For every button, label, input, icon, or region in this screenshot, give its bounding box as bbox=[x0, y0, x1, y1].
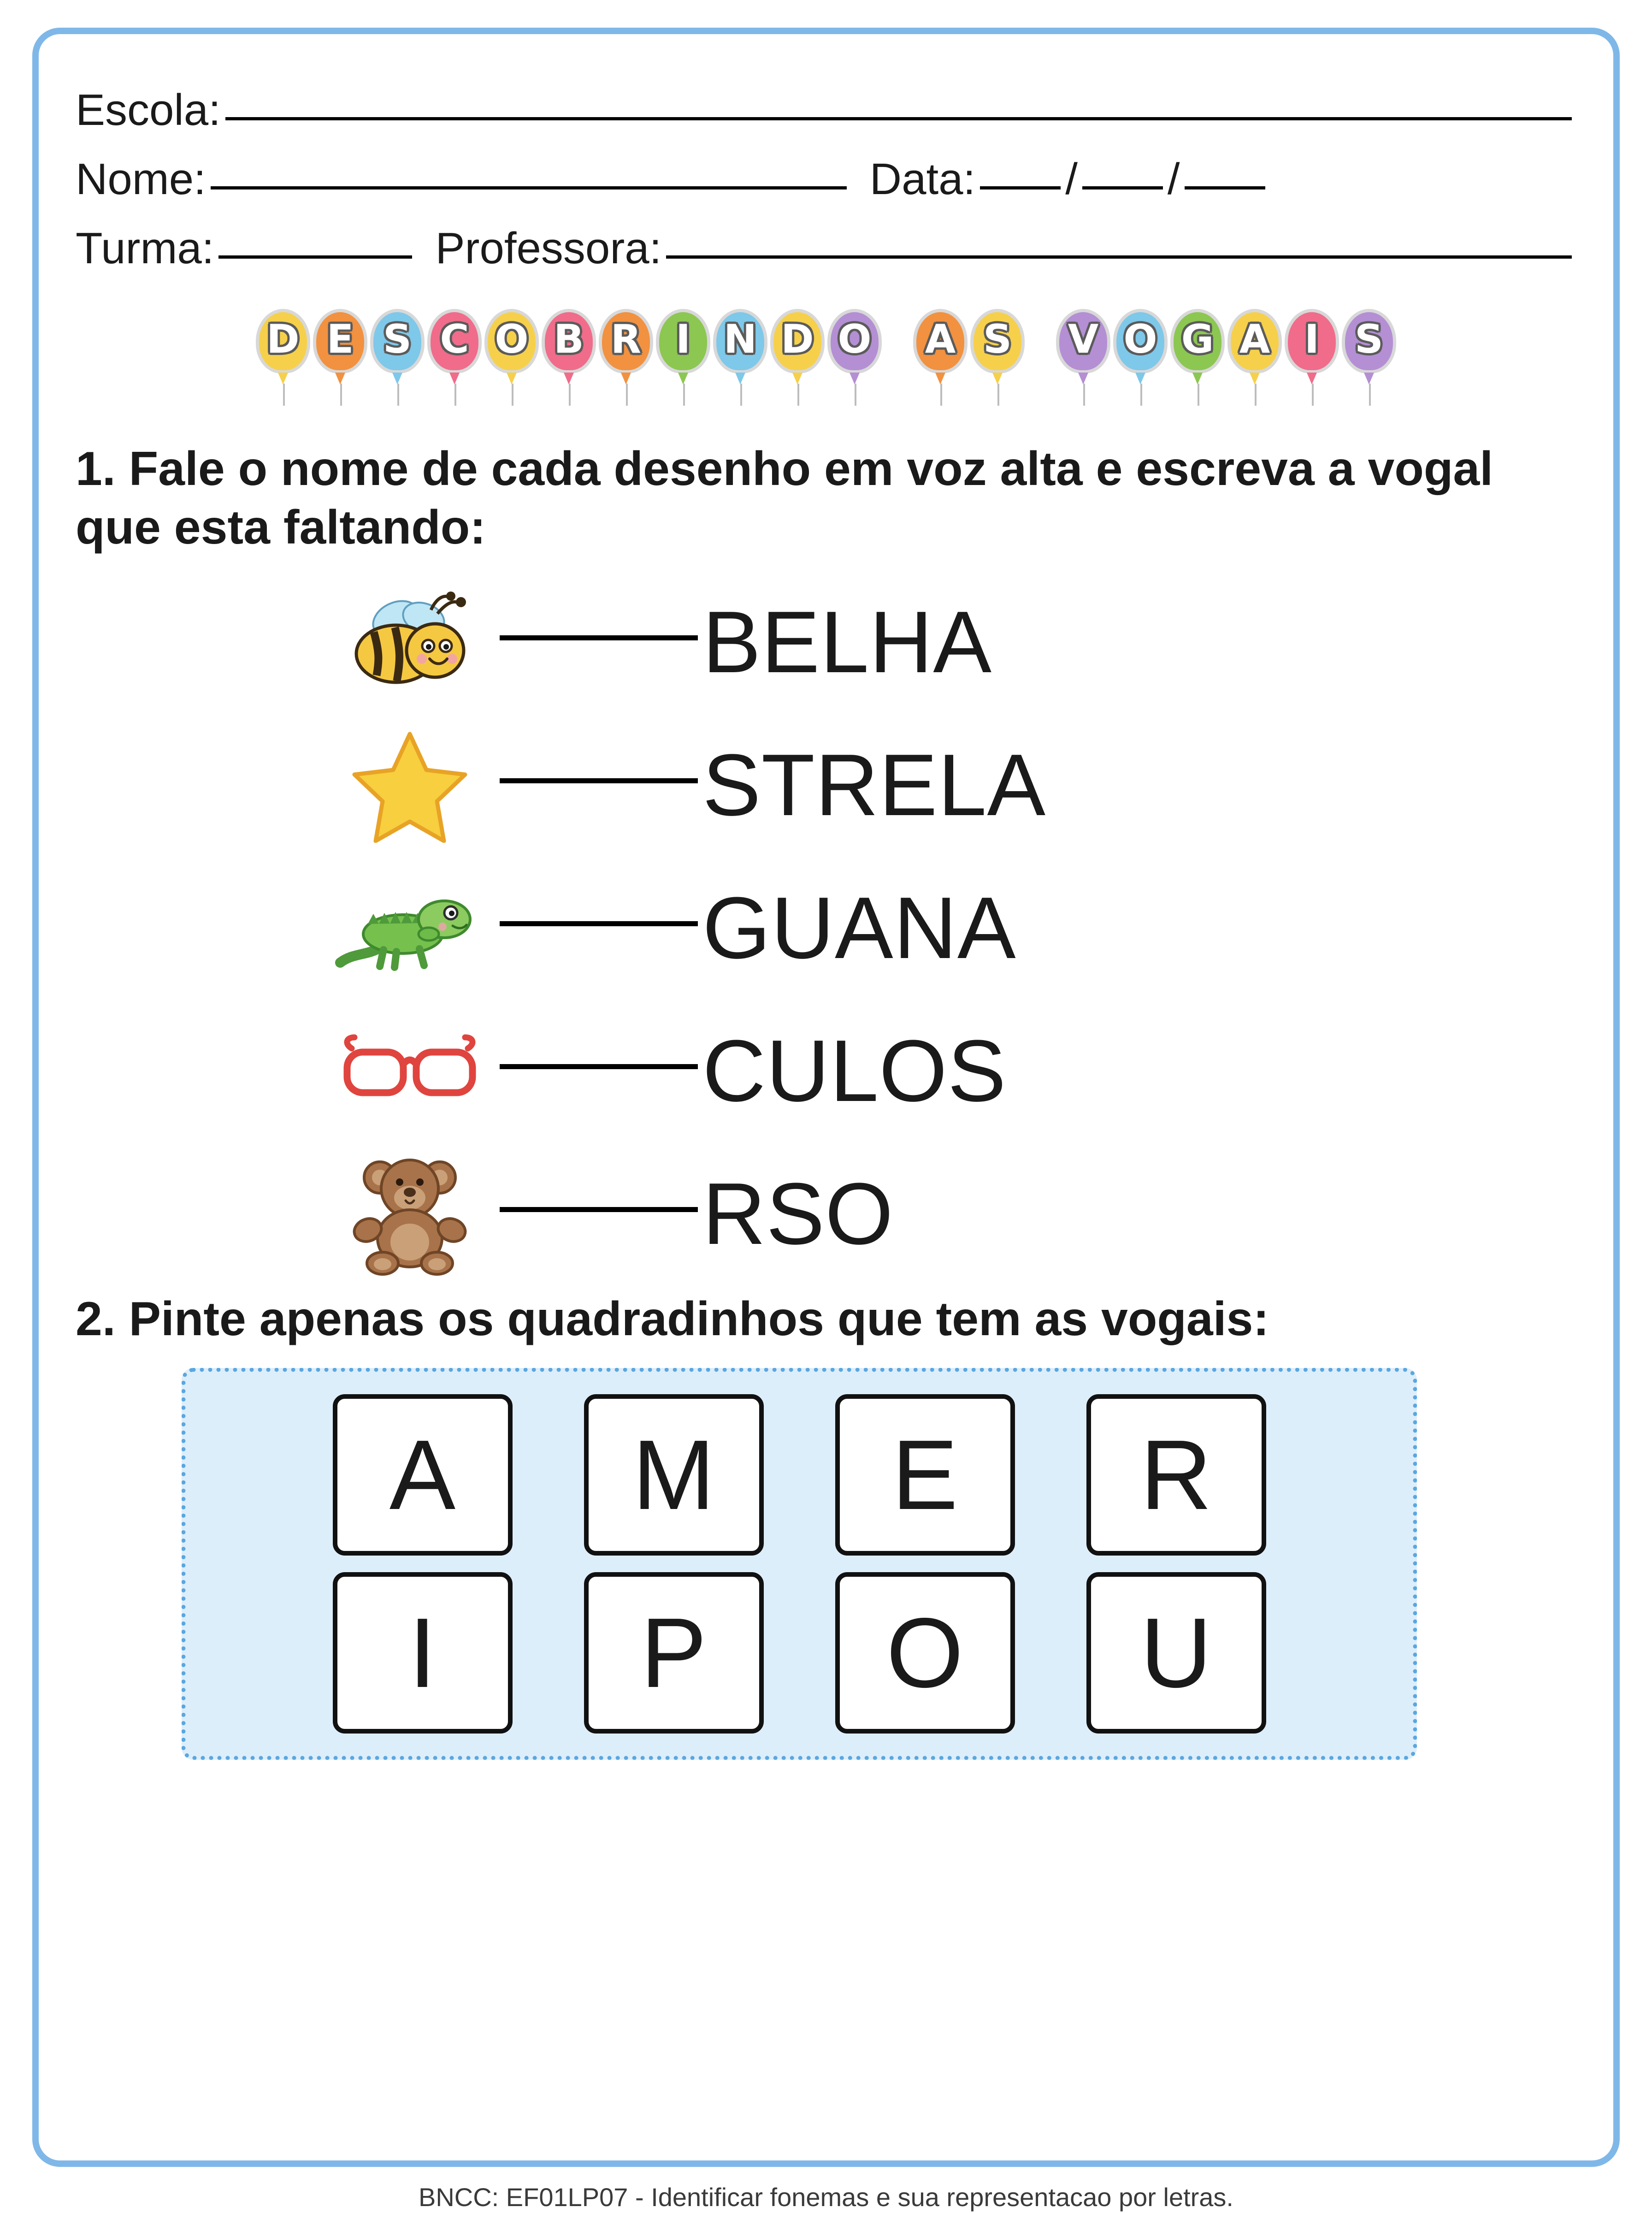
data-day-blank[interactable] bbox=[980, 186, 1061, 189]
turma-label: Turma: bbox=[76, 224, 214, 273]
item-word: BELHA bbox=[702, 593, 992, 691]
item-word: CULOS bbox=[702, 1022, 1007, 1120]
balloon-letter bbox=[770, 309, 825, 378]
balloon-shape: A bbox=[1227, 309, 1282, 373]
balloon-tail bbox=[392, 373, 402, 385]
item-word: RSO bbox=[702, 1165, 894, 1263]
balloon-shape: S bbox=[1342, 309, 1396, 373]
answer-blank[interactable] bbox=[500, 1207, 698, 1212]
list-item bbox=[76, 1142, 1576, 1285]
balloon-string bbox=[797, 384, 799, 406]
balloon-letter bbox=[1170, 309, 1225, 378]
balloon-string bbox=[626, 384, 628, 406]
balloon-string bbox=[454, 384, 456, 406]
balloon-shape: A bbox=[913, 309, 968, 373]
letter-grid-row bbox=[213, 1572, 1385, 1734]
title-space bbox=[885, 309, 910, 378]
balloon-shape: D bbox=[256, 309, 310, 373]
balloon-string bbox=[1140, 384, 1142, 406]
list-item bbox=[76, 857, 1576, 1000]
balloon-string bbox=[1369, 384, 1371, 406]
glasses-icon bbox=[334, 1002, 486, 1140]
question-2-text: 2. Pinte apenas os quadradinhos que tem as vogais: bbox=[76, 1292, 1269, 1346]
balloon-string bbox=[1255, 384, 1257, 406]
balloon-letter bbox=[1285, 309, 1339, 378]
balloon-letter bbox=[542, 309, 596, 378]
balloon-tail bbox=[449, 373, 460, 385]
letter-cell[interactable]: U bbox=[1086, 1572, 1266, 1734]
professora-label: Professora: bbox=[435, 224, 662, 273]
balloon-letter bbox=[484, 309, 539, 378]
answer-blank[interactable] bbox=[500, 635, 698, 640]
balloon-letter bbox=[599, 309, 653, 378]
turma-blank[interactable] bbox=[218, 255, 412, 259]
balloon-shape: I bbox=[656, 309, 710, 373]
balloon-shape: S bbox=[370, 309, 425, 373]
balloon-shape: V bbox=[1056, 309, 1110, 373]
letter-cell[interactable]: R bbox=[1086, 1394, 1266, 1556]
data-label: Data: bbox=[869, 154, 976, 204]
balloon-letter bbox=[313, 309, 367, 378]
balloon-tail bbox=[992, 373, 1003, 385]
balloon-tail bbox=[792, 373, 802, 385]
balloon-letter bbox=[427, 309, 482, 378]
balloon-letter bbox=[1342, 309, 1396, 378]
balloon-tail bbox=[335, 373, 345, 385]
balloon-string bbox=[1312, 384, 1314, 406]
nome-blank[interactable] bbox=[211, 186, 847, 189]
escola-row bbox=[76, 76, 1576, 145]
balloon-tail bbox=[850, 373, 860, 385]
balloon-string bbox=[1083, 384, 1085, 406]
worksheet-sheet bbox=[32, 28, 1620, 2212]
balloon-tail bbox=[735, 373, 745, 385]
balloon-shape: O bbox=[484, 309, 539, 373]
balloon-letter bbox=[1056, 309, 1110, 378]
star-icon bbox=[334, 716, 486, 854]
balloon-tail bbox=[1364, 373, 1374, 385]
letter-cell[interactable]: O bbox=[835, 1572, 1015, 1734]
balloon-letter bbox=[656, 309, 710, 378]
balloon-tail bbox=[1307, 373, 1317, 385]
escola-label: Escola: bbox=[76, 85, 221, 135]
balloon-shape: C bbox=[427, 309, 482, 373]
balloon-tail bbox=[278, 373, 288, 385]
balloon-shape: S bbox=[970, 309, 1025, 373]
list-item bbox=[76, 714, 1576, 857]
list-item bbox=[76, 571, 1576, 714]
letter-cell[interactable]: P bbox=[584, 1572, 764, 1734]
student-info-header bbox=[76, 76, 1576, 283]
balloon-letter bbox=[970, 309, 1025, 378]
balloon-shape: N bbox=[713, 309, 767, 373]
balloon-letter bbox=[713, 309, 767, 378]
data-month-blank[interactable] bbox=[1082, 186, 1163, 189]
worksheet-title bbox=[76, 302, 1576, 435]
balloon-string bbox=[283, 384, 285, 406]
teddy-bear-icon bbox=[334, 1145, 486, 1283]
professora-blank[interactable] bbox=[666, 255, 1572, 259]
balloon-string bbox=[683, 384, 685, 406]
balloon-tail bbox=[1192, 373, 1203, 385]
question-1-items bbox=[76, 571, 1576, 1285]
letter-cell[interactable]: I bbox=[333, 1572, 513, 1734]
question-1-text: 1. Fale o nome de cada desenho em voz alta e escreva a vogal que esta faltando: bbox=[76, 442, 1493, 554]
balloon-shape: B bbox=[542, 309, 596, 373]
balloon-tail bbox=[507, 373, 517, 385]
letter-cell[interactable]: A bbox=[333, 1394, 513, 1556]
nome-label: Nome: bbox=[76, 154, 206, 204]
balloon-string bbox=[855, 384, 856, 406]
answer-blank[interactable] bbox=[500, 778, 698, 783]
balloon-shape: I bbox=[1285, 309, 1339, 373]
balloon-string bbox=[740, 384, 742, 406]
nome-data-row bbox=[76, 145, 1576, 214]
data-sep-2: / bbox=[1167, 154, 1180, 204]
balloon-tail bbox=[935, 373, 945, 385]
letter-cell[interactable]: M bbox=[584, 1394, 764, 1556]
turma-professora-row bbox=[76, 214, 1576, 283]
title-space bbox=[1027, 309, 1053, 378]
bee-icon bbox=[334, 573, 486, 711]
balloon-tail bbox=[564, 373, 574, 385]
balloon-letter bbox=[827, 309, 882, 378]
bncc-footer: BNCC: EF01LP07 - Identificar fonemas e sua representacao por letras. bbox=[419, 2183, 1233, 2212]
balloon-title-letters bbox=[256, 302, 1396, 378]
balloon-tail bbox=[678, 373, 688, 385]
balloon-tail bbox=[1250, 373, 1260, 385]
data-sep-1: / bbox=[1065, 154, 1078, 204]
balloon-shape: E bbox=[313, 309, 367, 373]
balloon-letter bbox=[913, 309, 968, 378]
balloon-tail bbox=[1135, 373, 1145, 385]
balloon-string bbox=[397, 384, 399, 406]
balloon-shape: O bbox=[1113, 309, 1168, 373]
item-word: GUANA bbox=[702, 879, 1016, 977]
balloon-string bbox=[940, 384, 942, 406]
balloon-shape: D bbox=[770, 309, 825, 373]
balloon-letter bbox=[1113, 309, 1168, 378]
list-item bbox=[76, 1000, 1576, 1142]
balloon-string bbox=[569, 384, 571, 406]
balloon-letter bbox=[1227, 309, 1282, 378]
balloon-string bbox=[997, 384, 999, 406]
escola-blank[interactable] bbox=[225, 117, 1572, 120]
balloon-tail bbox=[621, 373, 631, 385]
balloon-string bbox=[340, 384, 342, 406]
letter-cell[interactable]: E bbox=[835, 1394, 1015, 1556]
balloon-shape: O bbox=[827, 309, 882, 373]
data-year-blank[interactable] bbox=[1185, 186, 1265, 189]
letter-grid-row bbox=[213, 1394, 1385, 1556]
item-word: STRELA bbox=[702, 736, 1046, 834]
balloon-tail bbox=[1078, 373, 1088, 385]
balloon-letter bbox=[256, 309, 310, 378]
answer-blank[interactable] bbox=[500, 1064, 698, 1069]
answer-blank[interactable] bbox=[500, 921, 698, 926]
balloon-shape: G bbox=[1170, 309, 1225, 373]
balloon-shape: R bbox=[599, 309, 653, 373]
iguana-icon bbox=[334, 859, 486, 997]
balloon-string bbox=[512, 384, 513, 406]
letter-grid bbox=[182, 1368, 1417, 1760]
balloon-letter bbox=[370, 309, 425, 378]
balloon-string bbox=[1198, 384, 1199, 406]
